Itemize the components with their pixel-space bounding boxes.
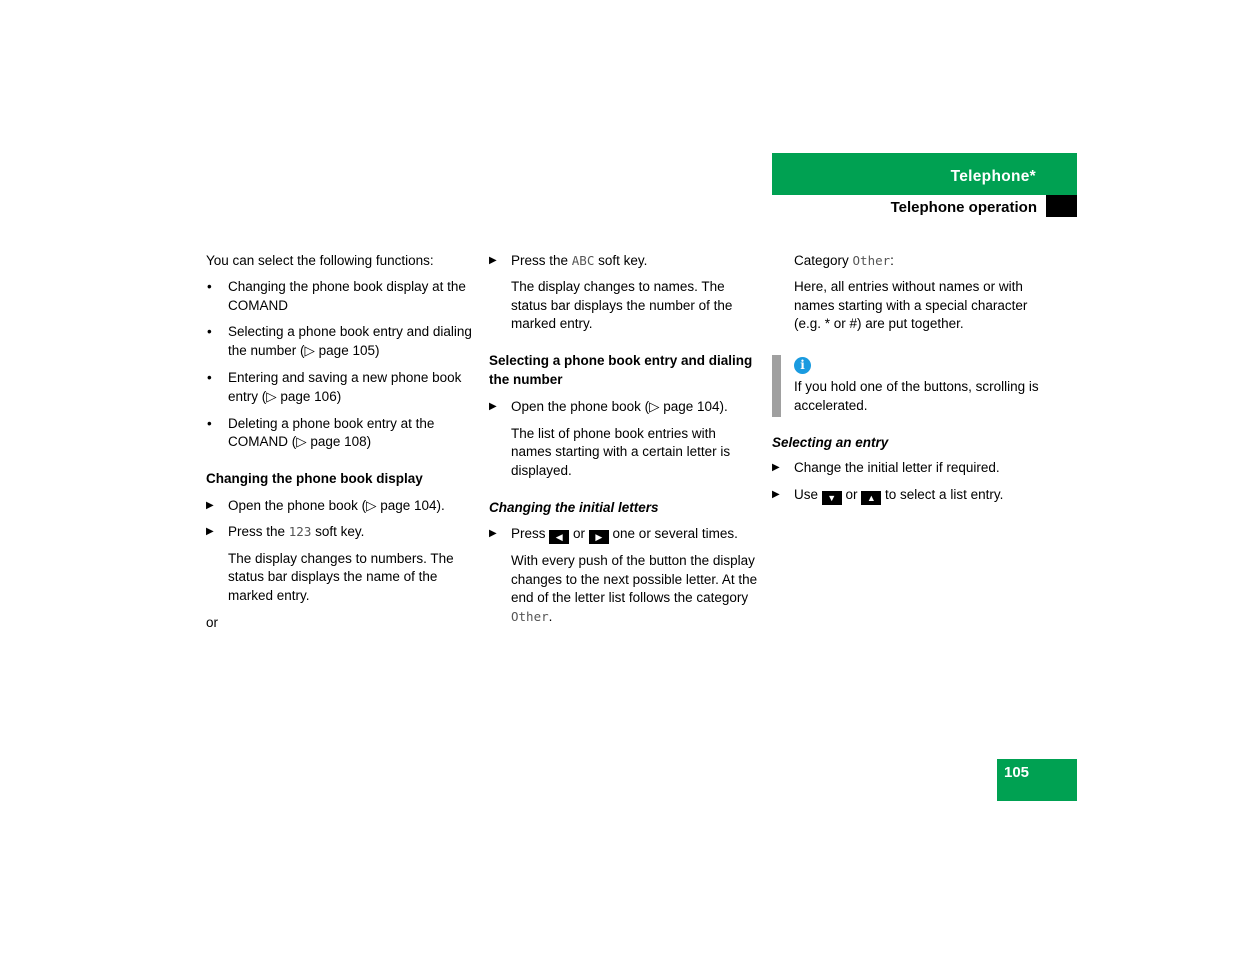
soft-key-label: 123 — [288, 523, 312, 539]
instruction-step: ▶ Press the ABC soft key. — [489, 252, 759, 271]
right-arrow-key-icon: ▶ — [589, 530, 609, 544]
soft-key-label: ABC — [571, 253, 595, 268]
instruction-step: ▶ Press ◀ or ▶ one or several times. — [489, 525, 738, 542]
step-arrow-icon: ▶ — [772, 462, 780, 474]
note-text: If you hold one of the buttons, scrolling is accelerated. — [794, 378, 1039, 413]
instruction-step: ▶ Change the initial letter if required. — [772, 459, 1042, 478]
category-description: Here, all entries without names or with names starting with a special character (e.g. * or #) are put together. — [794, 278, 1028, 332]
up-arrow-key-icon: ▲ — [861, 491, 881, 505]
list-item: • Deleting a phone book entry at the COMAND (▷ page 108) — [206, 415, 476, 453]
step-arrow-icon: ▶ — [206, 525, 214, 537]
step-result: The display changes to numbers. The status bar displays the name of the marked entry. — [228, 550, 454, 604]
step-arrow-icon: ▶ — [206, 499, 214, 511]
chapter-title: Telephone* — [950, 168, 1036, 185]
step-arrow-icon: ▶ — [489, 255, 497, 266]
column-2 — [489, 252, 759, 627]
column-3 — [772, 252, 1042, 505]
instruction-step: ▶ Open the phone book (▷ page 104). — [206, 497, 476, 516]
instruction-step: ▶ Open the phone book (▷ page 104). — [489, 398, 759, 417]
category-label: Other — [511, 609, 549, 625]
step-result: The display changes to names. The status bar displays the number of the marked entry. — [511, 278, 733, 332]
info-icon: i — [794, 357, 811, 374]
step-arrow-icon: ▶ — [489, 527, 497, 539]
list-item: • Entering and saving a new phone book entry (▷ page 106) — [206, 369, 476, 407]
list-item: • Selecting a phone book entry and dialing the number (▷ page 105) — [206, 323, 476, 361]
section-heading: Changing the phone book display — [206, 471, 423, 487]
header-black-block — [1046, 195, 1077, 217]
category-label: Other — [852, 253, 891, 268]
subsection-heading: Changing the initial letters — [489, 499, 659, 515]
section-heading: Selecting a phone book entry and dialing the number — [489, 353, 753, 387]
instruction-step: ▶ Use ▼ or ▲ to select a list entry. — [772, 487, 1004, 504]
instruction-step: ▶ Press the 123 soft key. — [206, 523, 476, 542]
list-item: • Changing the phone book display at the COMAND — [206, 278, 476, 316]
step-result: The list of phone book entries with names starting with a certain letter is displayed. — [511, 425, 731, 479]
step-result: With every push of the button the display changes to the next possible letter. At the end of the letter list follows the category Other. — [511, 552, 758, 625]
section-title: Telephone operation — [890, 199, 1037, 216]
down-arrow-key-icon: ▼ — [822, 491, 842, 505]
category-line: Category Other: — [794, 253, 894, 268]
or-text: or — [206, 614, 219, 630]
step-arrow-icon: ▶ — [489, 400, 497, 412]
note-bar — [772, 355, 781, 417]
page-number: 105 — [1004, 764, 1030, 781]
intro-text: You can select the following functions: — [206, 253, 434, 268]
left-arrow-key-icon: ◀ — [549, 530, 569, 544]
info-note — [772, 356, 1042, 415]
step-arrow-icon: ▶ — [772, 489, 780, 501]
subsection-heading: Selecting an entry — [772, 434, 889, 450]
column-1 — [206, 252, 476, 633]
